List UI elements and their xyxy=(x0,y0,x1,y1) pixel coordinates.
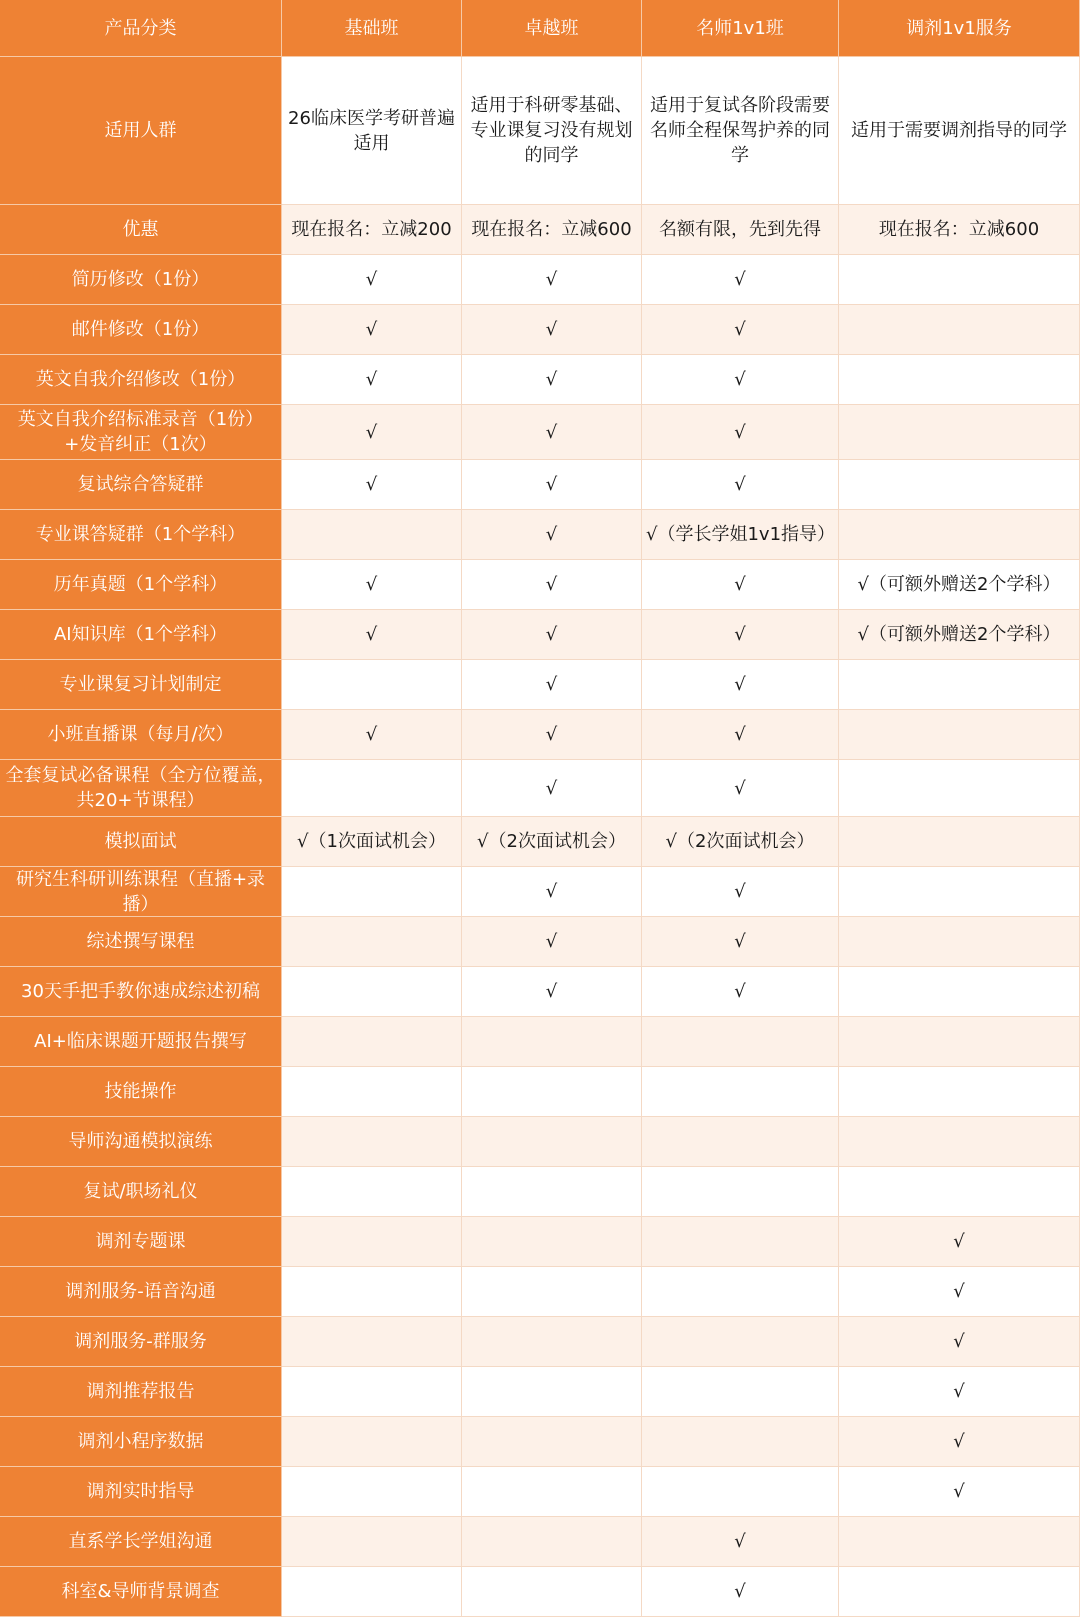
table-cell: √ xyxy=(839,1467,1080,1517)
row-label: 研究生科研训练课程（直播+录播） xyxy=(0,867,282,917)
table-cell xyxy=(839,1167,1080,1217)
table-cell xyxy=(282,867,462,917)
table-cell xyxy=(839,510,1080,560)
table-cell: √ xyxy=(642,1567,839,1617)
table-cell: 26临床医学考研普遍适用 xyxy=(282,57,462,205)
row-label: 导师沟通模拟演练 xyxy=(0,1117,282,1167)
table-cell xyxy=(839,355,1080,405)
row-label: 邮件修改（1份） xyxy=(0,305,282,355)
table-cell xyxy=(462,1317,642,1367)
table-header-plan: 名师1v1班 xyxy=(642,0,839,57)
table-cell xyxy=(282,1117,462,1167)
table-cell xyxy=(839,760,1080,817)
table-cell xyxy=(642,1317,839,1367)
row-label: 小班直播课（每月/次） xyxy=(0,710,282,760)
table-cell: √ xyxy=(462,967,642,1017)
table-cell xyxy=(839,867,1080,917)
table-cell: 适用于科研零基础、专业课复习没有规划的同学 xyxy=(462,57,642,205)
table-header-plan: 基础班 xyxy=(282,0,462,57)
table-cell xyxy=(462,1417,642,1467)
table-cell xyxy=(282,1167,462,1217)
table-header-plan: 调剂1v1服务 xyxy=(839,0,1080,57)
table-cell: 现在报名：立减600 xyxy=(462,205,642,255)
table-cell xyxy=(282,760,462,817)
table-cell xyxy=(642,1217,839,1267)
table-cell: 适用于需要调剂指导的同学 xyxy=(839,57,1080,205)
row-label: 复试综合答疑群 xyxy=(0,460,282,510)
row-label: 调剂推荐报告 xyxy=(0,1367,282,1417)
table-cell xyxy=(839,255,1080,305)
table-cell: √ xyxy=(462,610,642,660)
row-label: 调剂专题课 xyxy=(0,1217,282,1267)
table-cell xyxy=(282,1317,462,1367)
table-cell xyxy=(282,510,462,560)
table-cell xyxy=(282,1067,462,1117)
row-label: 技能操作 xyxy=(0,1067,282,1117)
row-label: 专业课复习计划制定 xyxy=(0,660,282,710)
table-cell: √ xyxy=(642,760,839,817)
row-label: 科室&导师背景调查 xyxy=(0,1567,282,1617)
table-cell xyxy=(462,1517,642,1567)
table-cell xyxy=(642,1467,839,1517)
table-cell xyxy=(462,1567,642,1617)
table-cell xyxy=(839,660,1080,710)
table-cell: √ xyxy=(642,1517,839,1567)
row-label: 调剂服务-群服务 xyxy=(0,1317,282,1367)
table-cell xyxy=(839,460,1080,510)
table-cell: √ xyxy=(642,305,839,355)
table-header-category: 产品分类 xyxy=(0,0,282,57)
table-cell xyxy=(839,405,1080,460)
table-cell: √ xyxy=(462,355,642,405)
table-cell xyxy=(839,917,1080,967)
table-cell xyxy=(642,1017,839,1067)
table-cell: √ xyxy=(462,510,642,560)
table-cell: √ xyxy=(839,1267,1080,1317)
table-cell: √ xyxy=(282,610,462,660)
table-cell xyxy=(642,1267,839,1317)
table-cell: √（学长学姐1v1指导） xyxy=(642,510,839,560)
table-cell: √（可额外赠送2个学科） xyxy=(839,560,1080,610)
table-cell xyxy=(282,660,462,710)
table-cell xyxy=(839,817,1080,867)
table-cell xyxy=(282,1267,462,1317)
table-cell: √ xyxy=(642,560,839,610)
table-cell: √ xyxy=(642,710,839,760)
row-label: 调剂实时指导 xyxy=(0,1467,282,1517)
row-label: AI+临床课题开题报告撰写 xyxy=(0,1017,282,1067)
table-cell: √ xyxy=(282,355,462,405)
row-label: 30天手把手教你速成综述初稿 xyxy=(0,967,282,1017)
table-cell xyxy=(282,1217,462,1267)
table-cell xyxy=(462,1467,642,1517)
table-cell: √ xyxy=(462,460,642,510)
table-cell xyxy=(282,1017,462,1067)
table-cell: √ xyxy=(839,1417,1080,1467)
table-cell xyxy=(839,1017,1080,1067)
row-label: 英文自我介绍标准录音（1份）+发音纠正（1次） xyxy=(0,405,282,460)
table-cell: √（1次面试机会） xyxy=(282,817,462,867)
table-cell: √ xyxy=(839,1367,1080,1417)
table-cell xyxy=(642,1067,839,1117)
table-cell xyxy=(462,1067,642,1117)
table-cell xyxy=(282,1567,462,1617)
table-cell: 适用于复试各阶段需要名师全程保驾护养的同学 xyxy=(642,57,839,205)
row-label: 直系学长学姐沟通 xyxy=(0,1517,282,1567)
table-cell: √ xyxy=(642,255,839,305)
table-cell: √ xyxy=(282,460,462,510)
table-cell xyxy=(642,1117,839,1167)
table-cell xyxy=(839,1567,1080,1617)
table-cell: √ xyxy=(462,867,642,917)
table-cell xyxy=(839,710,1080,760)
table-cell xyxy=(462,1367,642,1417)
table-cell: √ xyxy=(642,660,839,710)
table-cell: √ xyxy=(642,967,839,1017)
table-cell xyxy=(642,1367,839,1417)
table-cell: √ xyxy=(839,1317,1080,1367)
table-cell: 名额有限，先到先得 xyxy=(642,205,839,255)
table-cell: √ xyxy=(462,710,642,760)
table-cell: √ xyxy=(462,660,642,710)
table-cell: 现在报名：立减200 xyxy=(282,205,462,255)
table-cell xyxy=(462,1217,642,1267)
table-cell: √ xyxy=(462,760,642,817)
table-cell: √ xyxy=(282,710,462,760)
table-cell xyxy=(462,1267,642,1317)
table-cell xyxy=(282,1517,462,1567)
row-label: 适用人群 xyxy=(0,57,282,205)
table-cell: √ xyxy=(462,917,642,967)
row-label: 模拟面试 xyxy=(0,817,282,867)
row-label: 全套复试必备课程（全方位覆盖，共20+节课程） xyxy=(0,760,282,817)
row-label: 调剂服务-语音沟通 xyxy=(0,1267,282,1317)
table-cell: √（2次面试机会） xyxy=(642,817,839,867)
table-cell: √（2次面试机会） xyxy=(462,817,642,867)
row-label: 历年真题（1个学科） xyxy=(0,560,282,610)
row-label: 专业课答疑群（1个学科） xyxy=(0,510,282,560)
table-cell xyxy=(839,1067,1080,1117)
table-cell xyxy=(282,967,462,1017)
table-cell: √ xyxy=(282,305,462,355)
table-cell xyxy=(642,1167,839,1217)
table-cell: √ xyxy=(642,405,839,460)
table-cell: √ xyxy=(462,560,642,610)
table-cell: √ xyxy=(642,610,839,660)
table-cell: √ xyxy=(282,560,462,610)
table-cell: √（可额外赠送2个学科） xyxy=(839,610,1080,660)
row-label: 简历修改（1份） xyxy=(0,255,282,305)
row-label: 优惠 xyxy=(0,205,282,255)
table-cell xyxy=(462,1167,642,1217)
row-label: 调剂小程序数据 xyxy=(0,1417,282,1467)
table-cell: √ xyxy=(642,460,839,510)
row-label: 综述撰写课程 xyxy=(0,917,282,967)
table-cell xyxy=(839,1517,1080,1567)
table-cell: √ xyxy=(462,305,642,355)
table-cell xyxy=(282,1467,462,1517)
table-cell xyxy=(839,967,1080,1017)
table-cell: √ xyxy=(642,867,839,917)
table-cell xyxy=(282,917,462,967)
table-cell xyxy=(282,1417,462,1467)
row-label: AI知识库（1个学科） xyxy=(0,610,282,660)
table-cell: 现在报名：立减600 xyxy=(839,205,1080,255)
table-cell: √ xyxy=(642,355,839,405)
table-cell xyxy=(462,1017,642,1067)
table-cell xyxy=(462,1117,642,1167)
table-cell: √ xyxy=(642,917,839,967)
table-cell: √ xyxy=(282,405,462,460)
row-label: 英文自我介绍修改（1份） xyxy=(0,355,282,405)
table-cell: √ xyxy=(282,255,462,305)
table-cell xyxy=(839,305,1080,355)
table-cell xyxy=(642,1417,839,1467)
table-cell: √ xyxy=(462,255,642,305)
table-header-plan: 卓越班 xyxy=(462,0,642,57)
table-cell: √ xyxy=(839,1217,1080,1267)
table-cell: √ xyxy=(462,405,642,460)
table-cell xyxy=(282,1367,462,1417)
table-cell xyxy=(839,1117,1080,1167)
row-label: 复试/职场礼仪 xyxy=(0,1167,282,1217)
